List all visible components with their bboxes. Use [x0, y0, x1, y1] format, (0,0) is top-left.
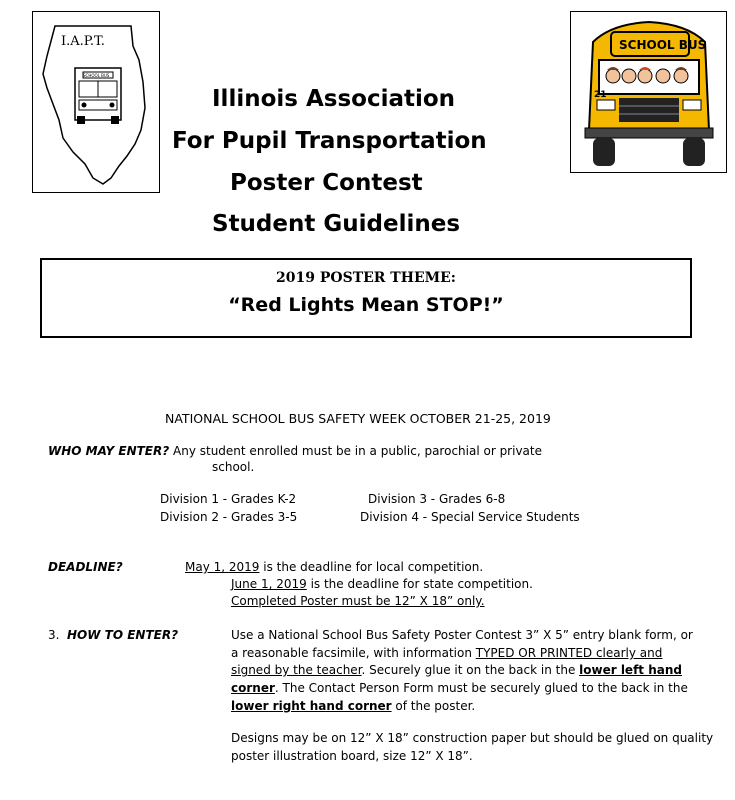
- how-line-4a: corner: [231, 681, 275, 695]
- how-number: 3.: [48, 628, 60, 642]
- school-bus-cartoon: [570, 11, 727, 173]
- left-bus-sign: SCHOOL BUS: [83, 73, 110, 78]
- how-line-2: [231, 646, 662, 661]
- who-text-1: Any student enrolled must be in a public, parochial or private: [169, 444, 542, 458]
- how-line-5: [231, 699, 475, 714]
- who-text-2: school.: [212, 460, 255, 474]
- how-line-3c: lower left hand: [579, 663, 682, 677]
- design-note-1: Designs may be on 12” X 18” construction paper but should be glued on quality: [231, 731, 714, 745]
- theme-label: 2019 POSTER THEME:: [276, 270, 456, 286]
- school-bus-sign: SCHOOL BUS: [619, 38, 707, 52]
- poster-size-note: Completed Poster must be 12” X 18” only.: [231, 594, 485, 608]
- deadline-state: [231, 577, 533, 592]
- title-line-1: Illinois Association: [212, 86, 456, 112]
- how-line-3b: . Securely glue it on the back in the: [361, 663, 580, 677]
- how-line-1: Use a National School Bus Safety Poster Contest 3” X 5” entry blank form, or: [231, 628, 693, 642]
- how-line-3: [231, 663, 682, 678]
- title-line-2: For Pupil Transportation: [172, 128, 487, 154]
- division-4: Division 4 - Special Service Students: [360, 510, 580, 524]
- bus-number: 21: [594, 90, 607, 100]
- title-line-4: Student Guidelines: [212, 211, 461, 237]
- theme-text: “Red Lights Mean STOP!”: [228, 294, 504, 316]
- how-line-2a: a reasonable facsimile, with information: [231, 646, 476, 660]
- local-date: May 1, 2019: [185, 560, 260, 574]
- division-1: Division 1 - Grades K-2: [160, 492, 297, 506]
- iapt-label: I.A.P.T.: [61, 34, 105, 49]
- who-label: WHO MAY ENTER?: [48, 444, 170, 458]
- deadline-label: DEADLINE?: [48, 560, 123, 574]
- deadline-local: [185, 560, 483, 575]
- how-line-4b: . The Contact Person Form must be securely glued to the back in the: [274, 681, 688, 695]
- design-note-2: poster illustration board, size 12” X 18”.: [231, 749, 473, 763]
- state-date: June 1, 2019: [231, 577, 307, 591]
- local-text: is the deadline for local competition.: [259, 560, 484, 574]
- title-line-3: Poster Contest: [230, 170, 423, 196]
- how-label: HOW TO ENTER?: [67, 628, 179, 642]
- how-line-2b: TYPED OR PRINTED clearly and: [475, 646, 663, 660]
- division-3: Division 3 - Grades 6-8: [368, 492, 506, 506]
- how-line-5b: of the poster.: [391, 699, 476, 713]
- who-may-enter-line: [48, 444, 542, 459]
- state-text: is the deadline for state competition.: [306, 577, 533, 591]
- how-line-4: [231, 681, 688, 696]
- division-2: Division 2 - Grades 3-5: [160, 510, 298, 524]
- week-heading: NATIONAL SCHOOL BUS SAFETY WEEK OCTOBER 21-25, 2019: [165, 411, 551, 426]
- how-line-3a: signed by the teacher: [231, 663, 362, 677]
- how-line-5a: lower right hand corner: [231, 699, 392, 713]
- iapt-logo: [32, 11, 160, 193]
- poster-theme-box: [40, 258, 692, 338]
